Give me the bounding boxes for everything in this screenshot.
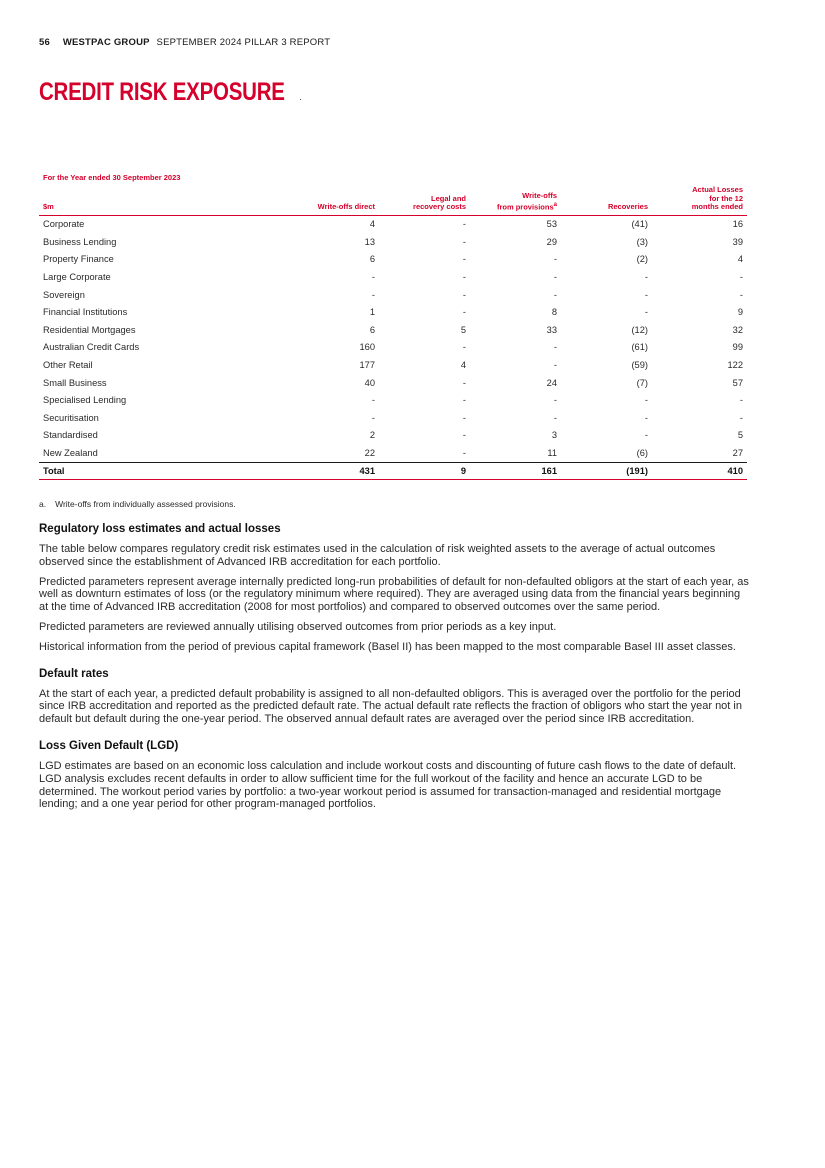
table-cell: 24: [546, 377, 557, 388]
column-header: [39, 186, 239, 215]
table-cell: 122: [727, 360, 743, 371]
row-label: New Zealand: [43, 448, 98, 459]
table-cell: -: [644, 430, 648, 441]
brand-name: WESTPAC GROUP: [62, 37, 150, 48]
table-cell: 11: [547, 448, 557, 459]
table-cell: 431: [239, 462, 379, 479]
table-cell: -: [462, 412, 466, 423]
table-cell: (2): [636, 254, 648, 265]
table-row: [39, 268, 747, 286]
column-header: [652, 186, 747, 215]
table-cell: -: [644, 272, 648, 283]
table-row: [39, 233, 747, 251]
table-cell: -: [462, 254, 466, 265]
table-row: [39, 444, 747, 462]
table-row: [39, 286, 747, 304]
table-cell: 53: [546, 219, 557, 230]
credit-losses-table: [39, 186, 747, 480]
paragraph: At the start of each year, a predicted default probability is assigned to all non-defaulted obligors. This is averaged over the portfolio for the period since IRB accreditation and reported as the predicted default rate. The actual default rate reflects the fraction of obligors who start the year not in default but default during the one-year period. The observed annual default rates are averaged over the period since IRB accreditation.: [39, 687, 742, 726]
section-heading: Default rates: [39, 667, 109, 680]
table-cell: 9: [737, 307, 743, 318]
column-header: [239, 186, 379, 215]
page-number: 56: [39, 37, 50, 48]
table-cell: 13: [364, 236, 375, 247]
column-header-line: Actual Losses: [692, 185, 743, 194]
table-cell: -: [462, 272, 466, 283]
table-cell: -: [644, 395, 648, 406]
table-cell: 33: [546, 324, 557, 335]
column-header-line: recovery costs: [413, 202, 466, 211]
table-cell: 410: [652, 462, 747, 479]
row-label: Corporate: [43, 219, 85, 230]
table-row: [39, 391, 747, 409]
row-label: Sovereign: [43, 289, 85, 300]
table-cell: 32: [732, 324, 743, 335]
page-header: [39, 37, 330, 48]
footnote-text: Write-offs from individually assessed provisions.: [55, 499, 236, 509]
table-cell: (6): [636, 448, 648, 459]
table-cell: (59): [631, 360, 648, 371]
column-header-line: Legal and: [430, 193, 466, 203]
row-label: Standardised: [43, 430, 98, 441]
row-label: Small Business: [43, 377, 107, 388]
table-cell: 27: [732, 448, 743, 459]
table-cell: -: [371, 272, 375, 283]
table-cell: -: [462, 430, 466, 441]
table-cell: -: [739, 412, 743, 423]
table-cell: 16: [732, 219, 743, 230]
table-cell: 177: [359, 360, 375, 371]
row-label: Residential Mortgages: [43, 324, 136, 335]
table-cell: 6: [369, 324, 375, 335]
column-header-line: $m: [43, 202, 54, 211]
table-cell: -: [371, 289, 375, 300]
table-cell: -: [462, 236, 466, 247]
table-cell: 4: [369, 219, 375, 230]
table-cell: 22: [364, 448, 375, 459]
column-header: [379, 186, 470, 215]
table-cell: -: [462, 395, 466, 406]
table-cell: -: [553, 254, 557, 265]
table-cell: 57: [732, 377, 743, 388]
row-label: Property Finance: [43, 254, 114, 265]
table-row: [39, 409, 747, 427]
paragraph: LGD estimates are based on an economic loss calculation and include workout costs and discounting of future cash flows to the date of default. LGD analysis excludes recent defaults in order to allow sufficient time for the full workout of the facility and hence an accurate LGD to be determined. The workout period varies by portfolio: a two-year workout period is assumed for transaction-managed and residential mortgage lending; and a one year period for other program-managed portfolios.: [39, 759, 737, 811]
row-label: Large Corporate: [43, 272, 111, 283]
table-header-row: [39, 186, 747, 215]
table-row: [39, 303, 747, 321]
table-cell: (61): [631, 342, 648, 353]
body-text: [39, 523, 751, 818]
table-cell: -: [553, 272, 557, 283]
table-cell: 40: [364, 377, 375, 388]
table-cell: 29: [546, 236, 557, 247]
table-row: [39, 251, 747, 269]
table-cell: 2: [369, 430, 375, 441]
paragraph: The table below compares regulatory credit risk estimates used in the calculation of risk weighted assets to the average of actual outcomes observed since the establishment of Advanced IRB accreditation for each portfolio.: [39, 543, 716, 568]
column-header-line: months ended: [691, 202, 743, 211]
page-title: CREDIT RISK EXPOSURE: [39, 78, 285, 106]
table-cell: -: [462, 219, 466, 230]
table-cell: -: [371, 395, 375, 406]
row-label: Total: [39, 462, 239, 479]
table-cell: -: [739, 272, 743, 283]
section-heading: Regulatory loss estimates and actual losses: [39, 523, 281, 535]
table-cell: 8: [551, 307, 557, 318]
table-cell: -: [553, 412, 557, 423]
footnote: [39, 499, 236, 509]
table-cell: (3): [636, 236, 648, 247]
table-row: [39, 427, 747, 445]
column-header-line: Recoveries: [607, 202, 648, 211]
table-row: [39, 215, 747, 233]
stray-dot: [300, 99, 301, 100]
row-label: Business Lending: [43, 236, 117, 247]
table-cell: 6: [369, 254, 375, 265]
table-row: [39, 356, 747, 374]
table-cell: (7): [636, 377, 648, 388]
table-row: [39, 321, 747, 339]
table-cell: -: [462, 289, 466, 300]
table-cell: -: [462, 448, 466, 459]
table-cell: -: [644, 307, 648, 318]
table-cell: -: [462, 342, 466, 353]
table-cell: -: [371, 412, 375, 423]
table-cell: -: [553, 395, 557, 406]
table-cell: 161: [470, 462, 561, 479]
paragraph: Historical information from the period of previous capital framework (Basel II) has been mapped to the most comparable Basel III asset classes.: [39, 640, 736, 653]
table-cell: (12): [631, 324, 648, 335]
table-cell: 9: [379, 462, 470, 479]
table-cell: (191): [561, 462, 652, 479]
table-cell: -: [553, 342, 557, 353]
paragraph: Predicted parameters are reviewed annually utilising observed outcomes from prior periods as a key input.: [39, 620, 557, 633]
row-label: Financial Institutions: [43, 307, 128, 318]
table-cell: 3: [551, 430, 557, 441]
section-heading: Loss Given Default (LGD): [39, 739, 179, 752]
table-cell: 160: [359, 342, 375, 353]
table-cell: -: [553, 360, 557, 371]
column-header: [561, 186, 652, 215]
table-row: [39, 339, 747, 357]
table-cell: 4: [460, 360, 466, 371]
column-header-line: from provisions: [496, 202, 554, 211]
table-cell: (41): [631, 219, 648, 230]
table-period-label: For the Year ended 30 September 2023: [43, 173, 181, 182]
column-header-line: Write-offs direct: [317, 202, 375, 211]
footnote-label: a.: [39, 499, 47, 509]
paragraph: Predicted parameters represent average internally predicted long-run probabilities of default for non-defaulted obligors at the start of each year, as well as downturn estimates of loss (or the regulatory minimum where required). They are averaged using data from the financial years beginning at the time of Advanced IRB accreditation (2008 for most portfolios) and compared to observed outcomes over the same period.: [39, 575, 749, 614]
footnote-marker: a: [553, 201, 557, 208]
table-cell: -: [462, 377, 466, 388]
table-cell: -: [462, 307, 466, 318]
table-cell: 5: [460, 324, 466, 335]
table-cell: -: [553, 289, 557, 300]
table-cell: -: [739, 395, 743, 406]
table-cell: -: [644, 412, 648, 423]
table-row: [39, 374, 747, 392]
report-name: SEPTEMBER 2024 PILLAR 3 REPORT: [156, 37, 331, 48]
table-cell: 4: [737, 254, 743, 265]
row-label: Securitisation: [43, 412, 99, 423]
table-total-row: [39, 462, 747, 479]
table-cell: 39: [732, 236, 743, 247]
column-header-line: Write-offs: [522, 191, 557, 200]
row-label: Other Retail: [43, 360, 93, 371]
column-header: [470, 186, 561, 215]
row-label: Australian Credit Cards: [43, 342, 140, 353]
table-cell: -: [739, 289, 743, 300]
table-body: [39, 215, 747, 479]
row-label: Specialised Lending: [43, 395, 127, 406]
column-header-line: for the 12: [709, 193, 743, 203]
table-cell: -: [644, 289, 648, 300]
table-cell: 99: [732, 342, 743, 353]
table-cell: 5: [737, 430, 743, 441]
table-cell: 1: [369, 307, 375, 318]
